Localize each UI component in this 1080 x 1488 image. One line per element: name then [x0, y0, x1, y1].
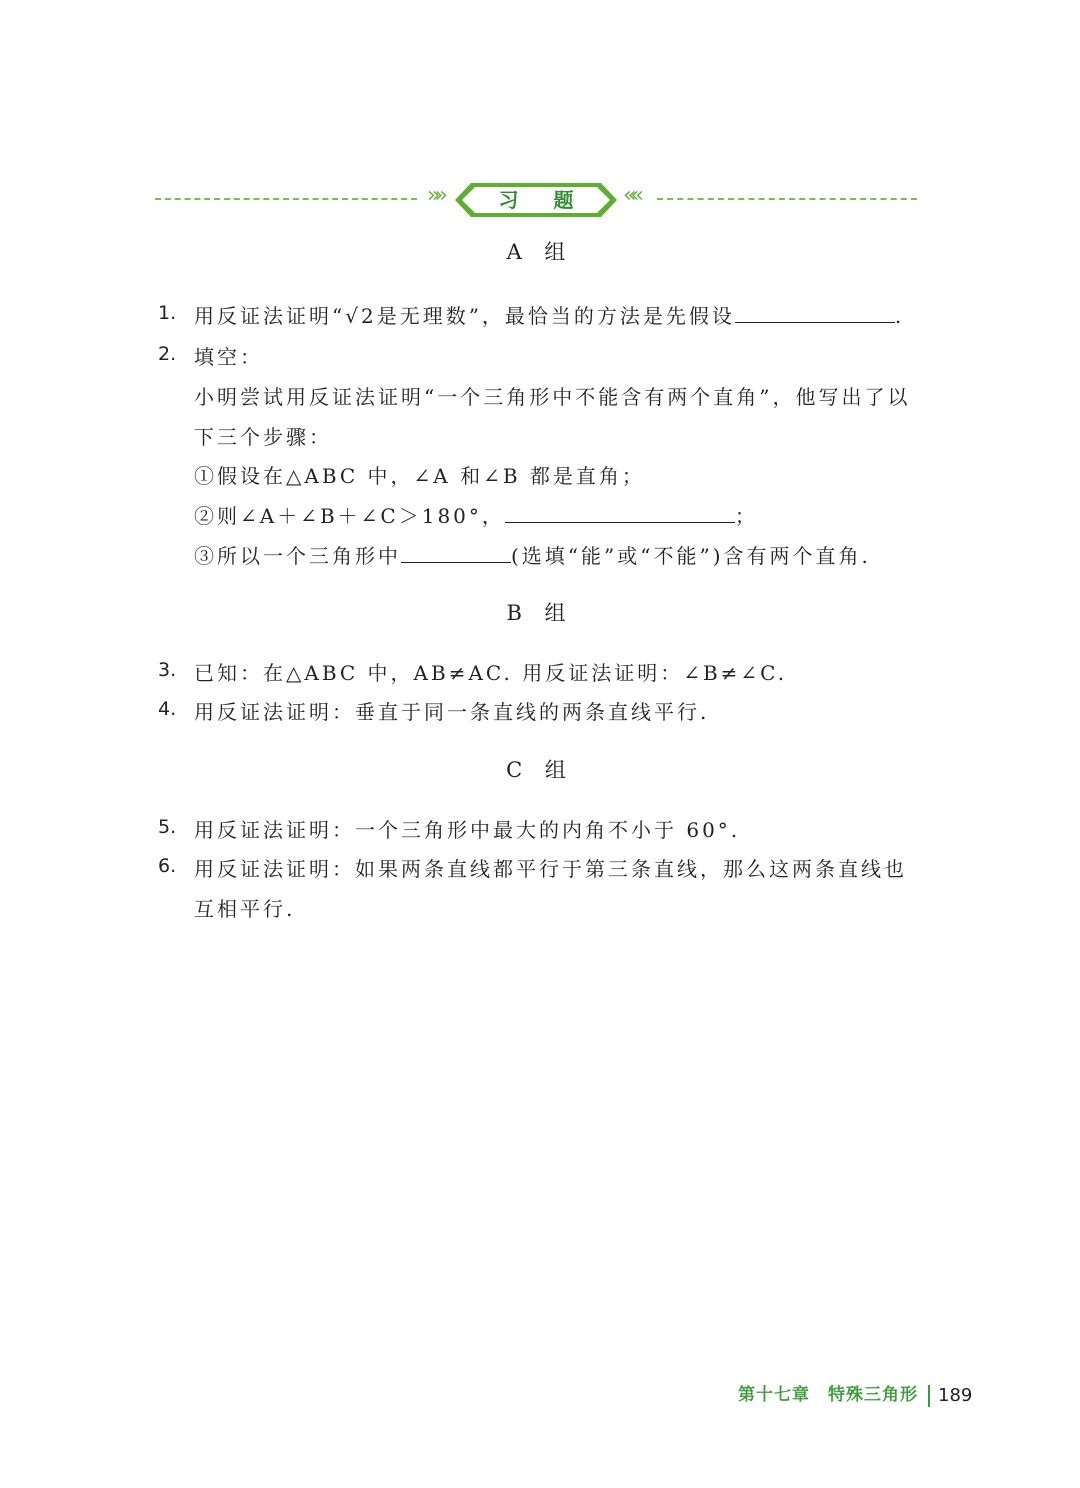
- problem-number-3: 3.: [158, 659, 177, 681]
- problem-number-4: 4.: [158, 698, 177, 720]
- problem-2-step-2-text: ②则∠A＋∠B＋∠C＞180°，: [194, 504, 505, 528]
- answer-blank-3[interactable]: [401, 544, 511, 563]
- problem-2-step-3: [194, 540, 871, 569]
- problem-3: 已知：在△ABC 中，AB≠AC. 用反证法证明：∠B≠∠C.: [194, 661, 788, 685]
- exercise-title-badge: [455, 182, 617, 218]
- answer-blank-2[interactable]: [505, 504, 735, 523]
- page-footer: [738, 1380, 972, 1404]
- exercise-header: [155, 178, 917, 222]
- dashed-divider-left: [155, 198, 417, 200]
- problem-4: 用反证法证明：垂直于同一条直线的两条直线平行.: [194, 700, 710, 724]
- problem-number-6: 6.: [158, 855, 177, 877]
- double-chevron-left-icon: ««: [623, 183, 638, 208]
- problem-5: 用反证法证明：一个三角形中最大的内角不小于 60°.: [194, 818, 741, 842]
- problem-6-line-1: 用反证法证明：如果两条直线都平行于第三条直线，那么这两条直线也: [194, 857, 907, 881]
- problem-1-end: .: [894, 304, 905, 328]
- page-number: 189: [938, 1385, 973, 1406]
- chapter-title: 第十七章 特殊三角形: [738, 1385, 918, 1405]
- problem-6-line-2: 互相平行.: [194, 897, 296, 921]
- problem-2-label: 填空：: [194, 345, 263, 369]
- problem-2-line-2: 下三个步骤：: [194, 425, 332, 449]
- double-chevron-right-icon: »»: [427, 183, 442, 208]
- problem-number-2: 2.: [158, 343, 177, 365]
- group-title-a: A 组: [506, 240, 574, 264]
- problem-2-step-3-end: (选填“能”或“不能”)含有两个直角.: [511, 544, 871, 568]
- group-title-b: B 组: [506, 601, 574, 625]
- problem-1-text: 用反证法证明“√2是无理数”，最恰当的方法是先假设: [194, 304, 735, 328]
- problem-2-step-3-text: ③所以一个三角形中: [194, 544, 401, 568]
- problem-2-line-1: 小明尝试用反证法证明“一个三角形中不能含有两个直角”，他写出了以: [194, 385, 911, 409]
- problem-2-step-2: [194, 500, 758, 529]
- problem-number-1: 1.: [158, 302, 177, 324]
- problem-2-step-2-end: ；: [734, 504, 758, 528]
- exercise-title: 习 题: [498, 188, 588, 212]
- problem-number-5: 5.: [158, 816, 177, 838]
- dashed-divider-right: [657, 198, 917, 200]
- problem-1: [194, 300, 904, 329]
- footer-divider: [928, 1385, 930, 1407]
- answer-blank-1[interactable]: [735, 304, 895, 323]
- group-title-c: C 组: [506, 758, 574, 782]
- problem-2-step-1: ①假设在△ABC 中，∠A 和∠B 都是直角；: [194, 464, 645, 488]
